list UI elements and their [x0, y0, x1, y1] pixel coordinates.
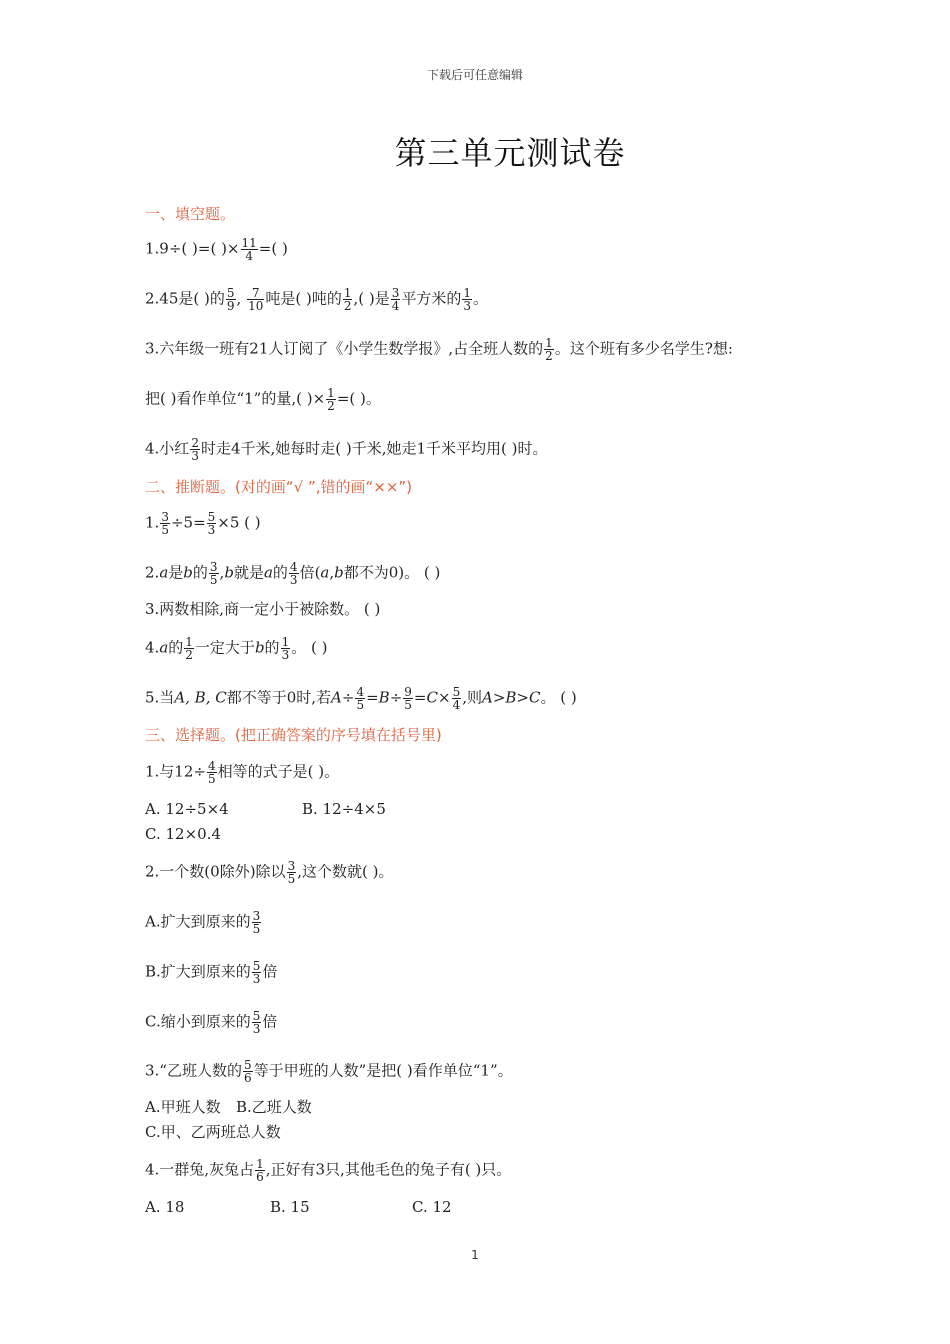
question-text: 。 — [473, 289, 489, 308]
question-2-2: 2.a是b的 $\frac{3}{5}$ ,b就是a的 $\frac{4}{3}$ 倍(a,b都不为0)。 ( ) — [145, 560, 441, 587]
question-1-2 — [145, 287, 488, 312]
fraction: $\frac{1}{6}$ — [256, 1157, 264, 1184]
fraction: $\frac{1}{3}$ — [281, 635, 290, 662]
page-number: 1 — [471, 1248, 479, 1262]
fraction: $\frac{5}{4}$ — [452, 685, 461, 712]
fraction: $\frac{1}{2}$ — [327, 386, 335, 413]
section-heading-true-false: 二、推断题。(对的画“√ ”,错的画“××”) — [145, 478, 413, 496]
question-text: =( ) — [258, 239, 288, 258]
fraction: $\frac{5}{9}$ — [226, 286, 235, 313]
fraction: $\frac{3}{5}$ — [287, 859, 296, 886]
question-text: =( )。 — [336, 389, 381, 408]
question-3-1: 1.与12÷ $\frac{4}{5}$ 相等的式子是( )。 — [145, 759, 340, 786]
question-1-3 — [145, 337, 733, 362]
question-2-1 — [145, 511, 261, 536]
question-3-3: 3.“乙班人数的 $\frac{5}{6}$ 等于甲班的人数”是把( )看作单位“1”。 — [145, 1058, 513, 1085]
question-2-4: 4.a的 $\frac{1}{2}$ 一定大于b的 $\frac{1}{3}$ 。 ( ) — [145, 635, 328, 662]
fraction: $\frac{3}{5}$ — [161, 510, 169, 537]
fraction: $\frac{5}{3}$ — [252, 1009, 261, 1036]
fraction: $\frac{4}{3}$ — [289, 560, 298, 587]
question-1-4 — [145, 437, 548, 462]
fraction: $\frac{5}{3}$ — [207, 510, 216, 537]
fraction: $\frac{3}{5}$ — [209, 560, 218, 587]
question-text: ,( )是 — [353, 289, 390, 308]
question-text: , — [236, 289, 242, 308]
section-heading-choice: 三、选择题。(把正确答案的序号填在括号里) — [145, 726, 442, 744]
option-3-2-b[interactable]: B.扩大到原来的 $\frac{5}{3}$ 倍 — [145, 959, 278, 986]
question-text: 1.9÷( )=( )× — [145, 239, 240, 258]
fraction: $\frac{5}{6}$ — [243, 1058, 252, 1085]
question-1-1 — [145, 237, 288, 262]
question-text: 2.45是( )的 — [145, 289, 225, 308]
fraction: $\frac{7}{10}$ — [248, 286, 264, 313]
option-3-3-a[interactable]: A.甲班人数 — [145, 1098, 221, 1116]
option-3-1-a[interactable]: A. 12÷5×4 — [145, 800, 229, 818]
section-heading-fill-blank: 一、填空题。 — [145, 205, 236, 223]
question-2-3: 3.两数相除,商一定小于被除数。 ( ) — [145, 600, 381, 618]
fraction: $\frac{1}{2}$ — [343, 286, 352, 313]
fraction: $\frac{2}{3}$ — [191, 436, 199, 463]
fraction: $\frac{1}{2}$ — [185, 635, 193, 662]
question-text: 3.六年级一班有21人订阅了《小学生数学报》,占全班人数的 — [145, 339, 544, 358]
question-3-2: 2.一个数(0除外)除以 $\frac{3}{5}$ ,这个数就( )。 — [145, 859, 394, 886]
option-3-4-c[interactable]: C. 12 — [412, 1198, 452, 1216]
fraction: $\frac{1}{2}$ — [545, 336, 553, 363]
header-note: 下载后可任意编辑 — [426, 68, 523, 82]
question-text: 时走4千米,她每时走( )千米,她走1千米平均用( )时。 — [200, 439, 548, 458]
fraction: $\frac{1}{3}$ — [463, 286, 472, 313]
option-3-1-b[interactable]: B. 12÷4×5 — [302, 800, 386, 818]
option-3-4-b[interactable]: B. 15 — [270, 1198, 310, 1216]
question-text: 吨是( )吨的 — [265, 289, 342, 308]
question-text: 。这个班有多少名学生?想: — [554, 339, 733, 358]
question-text: ×5 ( ) — [217, 513, 261, 532]
option-3-4-a[interactable]: A. 18 — [145, 1198, 185, 1216]
fraction: $\frac{3}{5}$ — [252, 909, 261, 936]
question-3-4: 4.一群兔,灰兔占 $\frac{1}{6}$ ,正好有3只,其他毛色的兔子有( )只。 — [145, 1157, 512, 1184]
question-text: ÷5= — [170, 513, 206, 532]
fraction: $\frac{11}{4}$ — [241, 236, 257, 263]
option-3-3-b[interactable]: B.乙班人数 — [236, 1098, 312, 1116]
question-text: 把( )看作单位“1”的量,( )× — [145, 389, 326, 408]
option-3-2-a[interactable]: A.扩大到原来的 $\frac{3}{5}$ — [145, 909, 261, 936]
question-text: 1. — [145, 513, 160, 532]
question-text: 4.小红 — [145, 439, 190, 458]
fraction: $\frac{3}{4}$ — [391, 286, 400, 313]
page-title: 第三单元测试卷 — [394, 134, 626, 172]
option-3-3-c[interactable]: C.甲、乙两班总人数 — [145, 1123, 281, 1141]
fraction: $\frac{9}{5}$ — [404, 685, 412, 712]
fraction: $\frac{4}{5}$ — [356, 685, 365, 712]
question-text: 平方米的 — [401, 289, 462, 308]
question-2-5: 5.当A, B, C都不等于0时,若A÷ $\frac{4}{5}$ =B÷ $\frac{9}{5}$ =C× $\frac{5}{4}$ ,则A>B>C。 ( ) — [145, 685, 577, 712]
fraction: $\frac{5}{3}$ — [252, 959, 261, 986]
question-1-3-hint — [145, 387, 381, 412]
fraction: $\frac{4}{5}$ — [207, 759, 216, 786]
option-3-1-c[interactable]: C. 12×0.4 — [145, 825, 221, 843]
option-3-2-c[interactable]: C.缩小到原来的 $\frac{5}{3}$ 倍 — [145, 1009, 278, 1036]
